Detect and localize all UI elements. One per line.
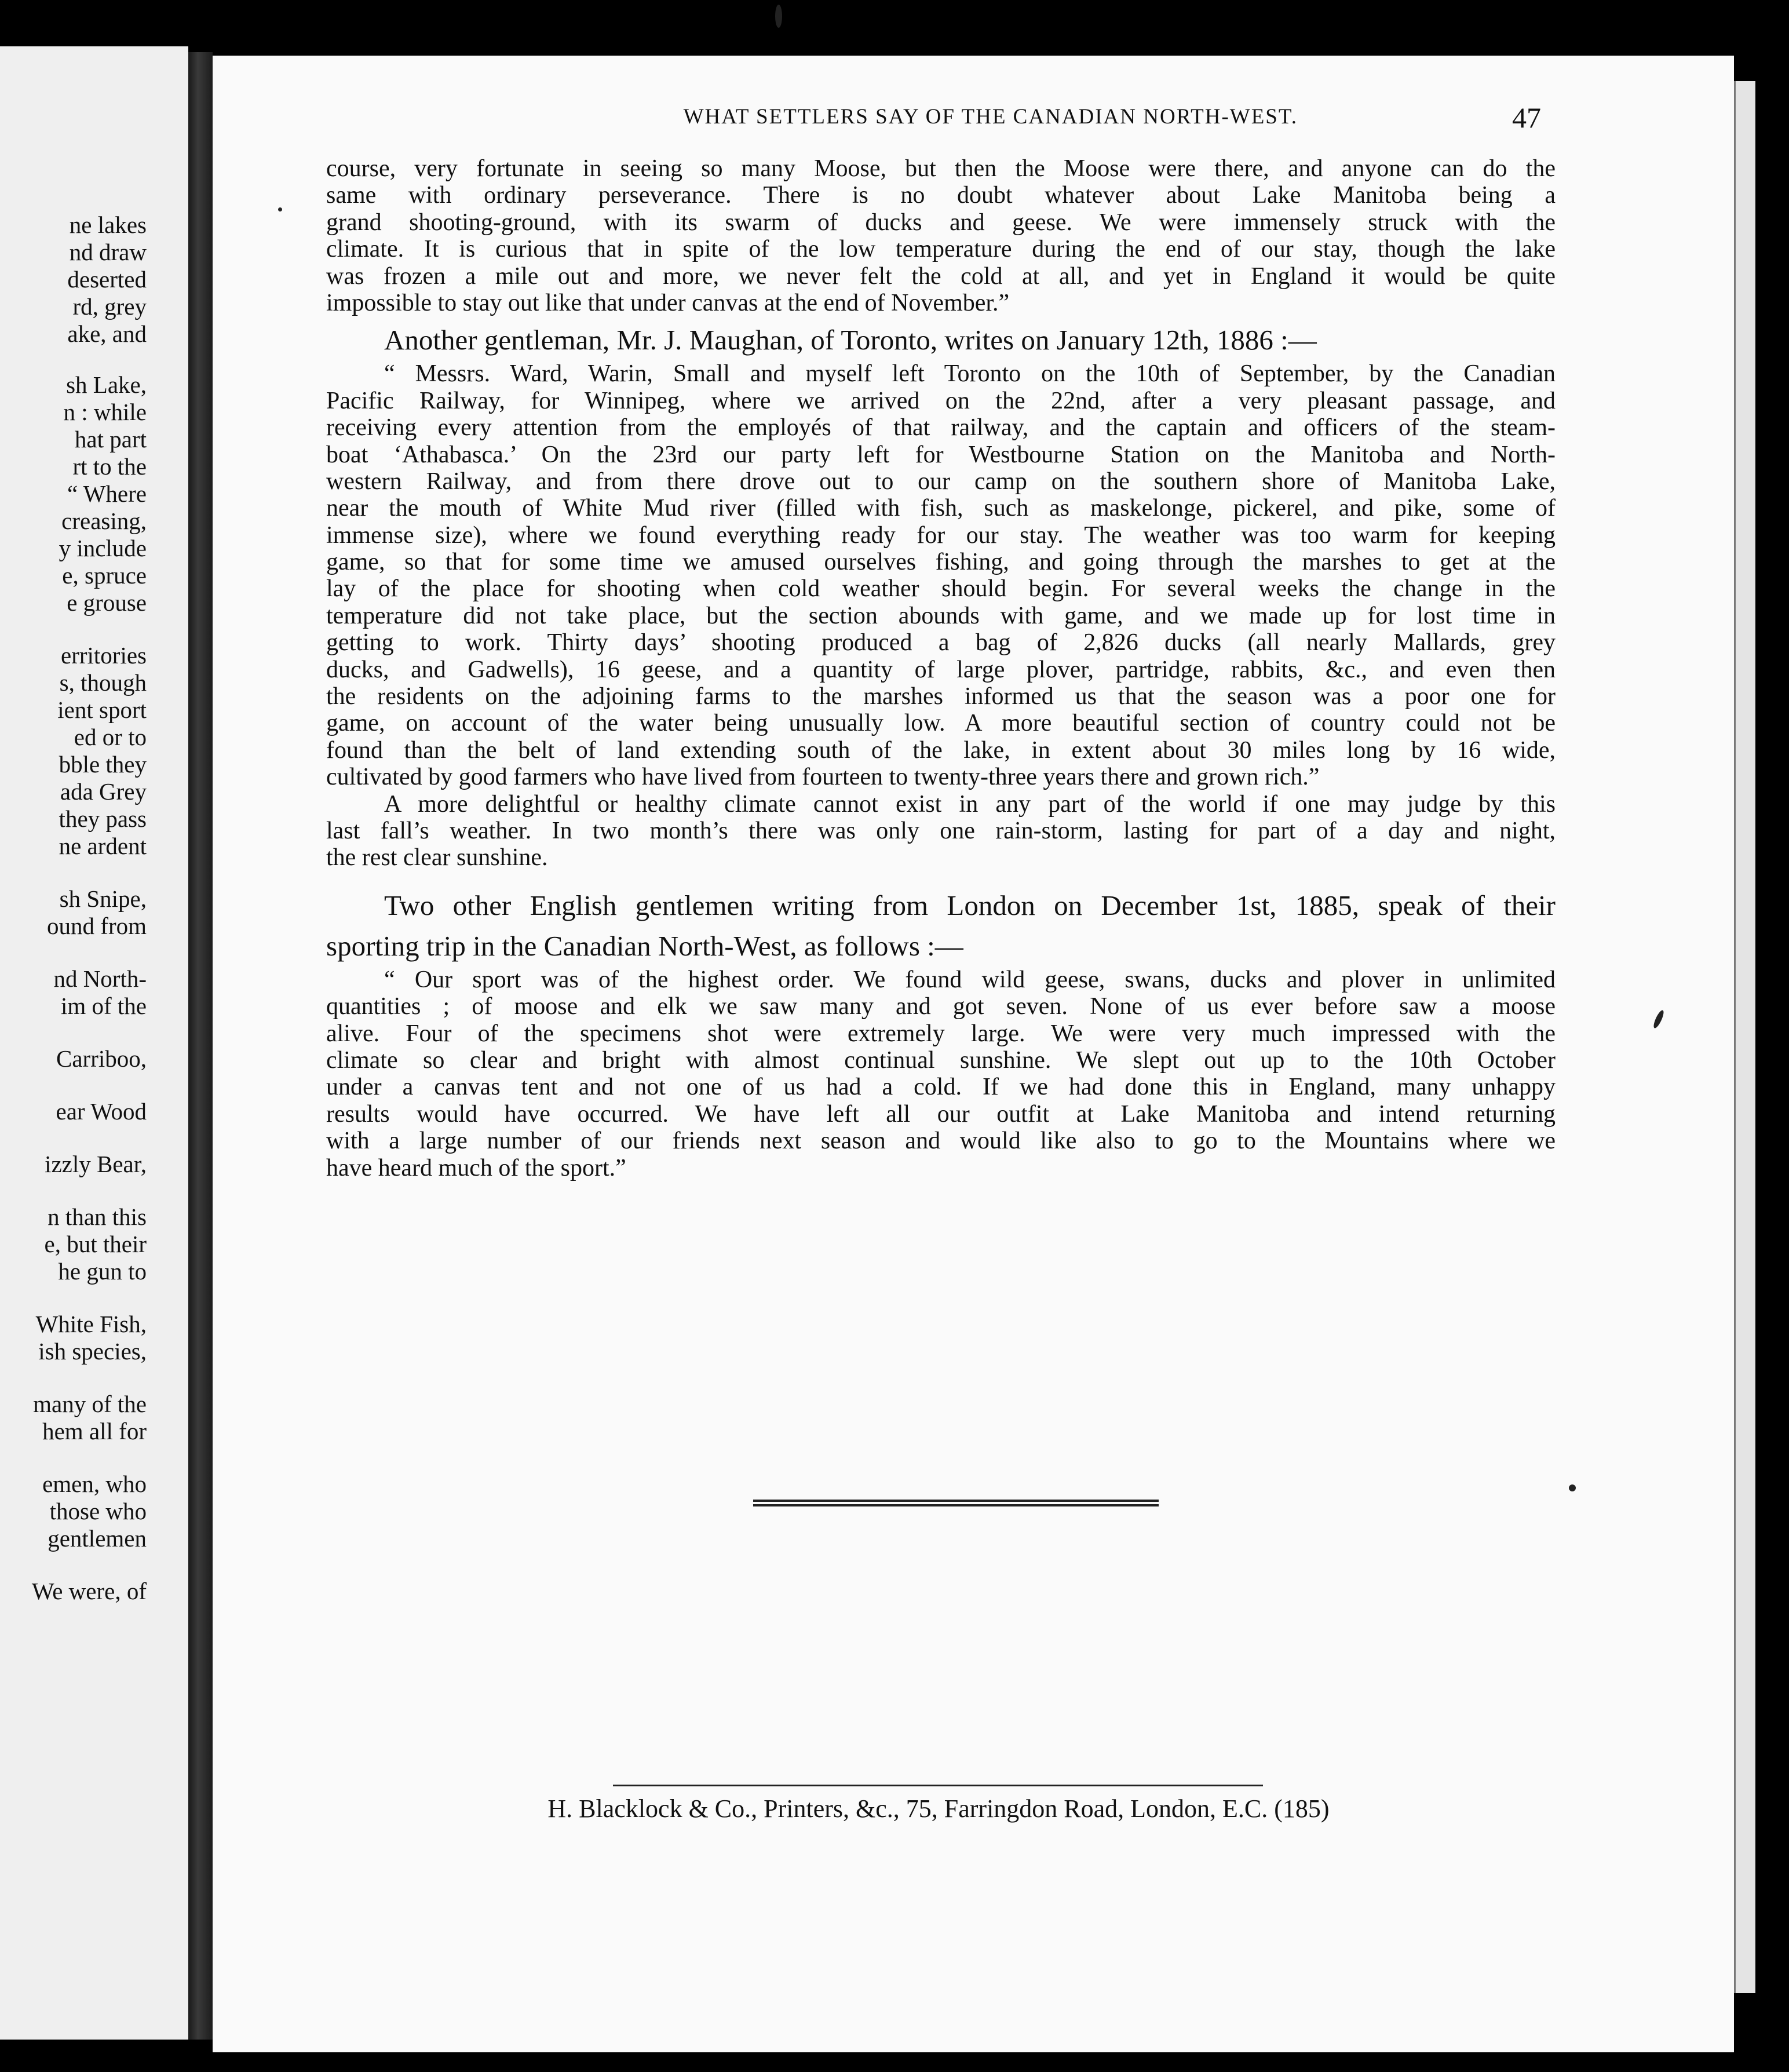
text-line: quantities ; of moose and elk we saw many and got seven. None of us ever before saw a moose [326, 993, 1556, 1020]
previous-page-line: rd, grey [72, 293, 147, 320]
previous-page-line: many of the [33, 1391, 147, 1417]
previous-page-line: emen, who [42, 1471, 147, 1497]
previous-page-line: nd North- [53, 965, 147, 992]
previous-page-line: “ Where [67, 480, 147, 507]
previous-page-line: e, spruce [62, 562, 147, 589]
text-line: game, on account of the water being unusually low. A more beautiful section of country could not be [326, 710, 1556, 737]
previous-page-line: creasing, [61, 508, 147, 534]
previous-page-line: im of the [60, 993, 147, 1019]
previous-page-line: White Fish, [35, 1311, 147, 1337]
text-line: western Railway, and from there drove out to our camp on the southern shore of Manitoba Lake, [326, 468, 1556, 495]
text-line: grand shooting-ground, with its swarm of ducks and geese. We were immensely struck with the [326, 209, 1556, 236]
previous-page-line: they pass [59, 805, 147, 832]
printer-imprint: H. Blacklock & Co., Printers, &c., 75, Farringdon Road, London, E.C. (185) [547, 1794, 1330, 1823]
previous-page-line: Carriboo, [56, 1045, 147, 1072]
scan-speck [278, 207, 282, 211]
text-line: cultivated by good farmers who have lived from fourteen to twenty-three years there and grown rich.” [326, 764, 1320, 791]
intro-english-gentlemen [326, 889, 1556, 963]
text-line: climate so clear and bright with almost continual sunshine. We slept out up to the 10th October [326, 1046, 1556, 1074]
paragraph-lake-manitoba-quote [326, 155, 1556, 316]
previous-page-fragment [0, 46, 188, 2040]
paragraph-maughan-quote [326, 360, 1556, 790]
previous-page-line: We were, of [31, 1578, 147, 1604]
text-line: was frozen a mile out and more, we never felt the cold at all, and yet in England it would be quite [326, 262, 1556, 290]
text-line: results would have occurred. We have left all our outfit at Lake Manitoba and intend returning [326, 1100, 1556, 1128]
page-number: 47 [1512, 101, 1541, 134]
text-line: course, very fortunate in seeing so many Moose, but then the Moose were there, and anyone can do the [326, 155, 1556, 182]
previous-page-line: hem all for [42, 1418, 147, 1444]
text-line: temperature did not take place, but the section abounds with game, and we made up for lost time in [326, 602, 1556, 629]
previous-page-line: ient sport [57, 696, 147, 723]
previous-page-line: erritories [61, 642, 147, 669]
text-line: impossible to stay out like that under canvas at the end of November.” [326, 289, 1010, 316]
previous-page-line: n than this [48, 1203, 147, 1230]
text-line: last fall’s weather. In two month’s there was only one rain-storm, lasting for part of a day and night, [326, 817, 1556, 844]
previous-page-line: he gun to [58, 1258, 147, 1285]
text-line: ducks, and Gadwells), 16 geese, and a quantity of large plover, partridge, rabbits, &c., and even then [326, 656, 1556, 683]
previous-page-line: deserted [67, 266, 147, 293]
text-line: with a large number of our friends next season and would like also to go to the Mountains where we [326, 1128, 1556, 1155]
running-head [388, 101, 1541, 134]
text-line: have heard much of the sport.” [326, 1154, 626, 1181]
text-line: same with ordinary perseverance. There is no doubt whatever about Lake Manitoba being a [326, 182, 1556, 209]
paragraph-sport-quote [326, 966, 1556, 1181]
previous-page-line: ed or to [74, 724, 147, 750]
running-head-title: WHAT SETTLERS SAY OF THE CANADIAN NORTH-WEST. [683, 105, 1298, 129]
previous-page-text [0, 46, 188, 2040]
text-line: immense size), where we found everything ready for our stay. The weather was too warm for keeping [326, 521, 1556, 549]
intro-maughan-letter: Another gentleman, Mr. J. Maughan, of Toronto, writes on January 12th, 1886 :— [384, 324, 1317, 356]
text-line: the rest clear sunshine. [326, 844, 548, 871]
previous-page-line: izzly Bear, [45, 1151, 147, 1177]
previous-page-line: ne lakes [69, 211, 147, 238]
text-line: climate. It is curious that in spite of the low temperature during the end of our stay, though the lake [326, 236, 1556, 263]
text-line: lay of the place for shooting when cold weather should begin. For several weeks the change in the [326, 575, 1556, 603]
text-line: found than the belt of land extending south of the lake, in extent about 30 miles long by 16 wide, [326, 736, 1556, 764]
text-line: game, so that for some time we amused ourselves fishing, and going through the marshes to get at the [326, 549, 1556, 576]
text-line: near the mouth of White Mud river (filled with fish, such as maskelonge, pickerel, and pike, some of [326, 495, 1556, 522]
text-line: A more delightful or healthy climate cannot exist in any part of the world if one may judge by this [384, 790, 1556, 818]
text-line: Pacific Railway, for Winnipeg, where we arrived on the 22nd, after a very pleasant passage, and [326, 387, 1556, 414]
previous-page-line: ear Wood [56, 1098, 147, 1125]
double-rule-divider [753, 1500, 1159, 1506]
text-line: under a canvas tent and not one of us had a cold. If we had done this in England, many unhappy [326, 1074, 1556, 1101]
text-line: alive. Four of the specimens shot were extremely large. We were very much impressed with the [326, 1020, 1556, 1047]
previous-page-line: ake, and [67, 320, 147, 347]
text-line: the residents on the adjoining farms to the marshes informed us that the season was a poor one for [326, 683, 1556, 710]
text-line: receiving every attention from the employés of that railway, and the captain and officers of the steam- [326, 414, 1556, 442]
text-line: “ Messrs. Ward, Warin, Small and myself left Toronto on the 10th of September, by the Canadian [384, 360, 1556, 388]
previous-page-line: gentlemen [48, 1525, 147, 1552]
previous-page-line: nd draw [69, 239, 147, 265]
previous-page-line: s, though [59, 669, 147, 696]
previous-page-line: e grouse [67, 589, 147, 616]
text-line: sporting trip in the Canadian North-West, as follows :— [326, 929, 963, 962]
scan-speck [775, 5, 782, 28]
previous-page-line: y include [59, 535, 147, 561]
text-line: Two other English gentlemen writing from London on December 1st, 1885, speak of their [384, 889, 1556, 921]
text-line: boat ‘Athabasca.’ On the 23rd our party left for Westbourne Station on the Manitoba and North- [326, 441, 1556, 468]
text-line: getting to work. Thirty days’ shooting produced a bag of 2,826 ducks (all nearly Mallards, grey [326, 629, 1556, 656]
scan-speck [1569, 1484, 1576, 1491]
previous-page-line: ada Grey [60, 778, 147, 805]
previous-page-line: sh Snipe, [59, 885, 147, 912]
previous-page-line: n : while [63, 399, 147, 425]
paragraph-climate [326, 791, 1556, 871]
previous-page-line: ne ardent [59, 833, 147, 859]
previous-page-line: bble they [59, 751, 147, 778]
previous-page-line: ound from [47, 913, 147, 939]
page-edge [1734, 81, 1755, 1993]
previous-page-line: rt to the [72, 453, 147, 480]
previous-page-line: sh Lake, [66, 371, 147, 398]
page-body [326, 155, 1556, 1181]
book-gutter [188, 52, 213, 2040]
previous-page-line: hat part [74, 426, 147, 453]
previous-page-line: ish species, [38, 1338, 147, 1365]
previous-page-line: e, but their [44, 1231, 147, 1257]
imprint-rule [613, 1785, 1263, 1786]
text-line: “ Our sport was of the highest order. We found wild geese, swans, ducks and plover in unlimited [384, 966, 1556, 993]
previous-page-line: those who [49, 1498, 147, 1524]
